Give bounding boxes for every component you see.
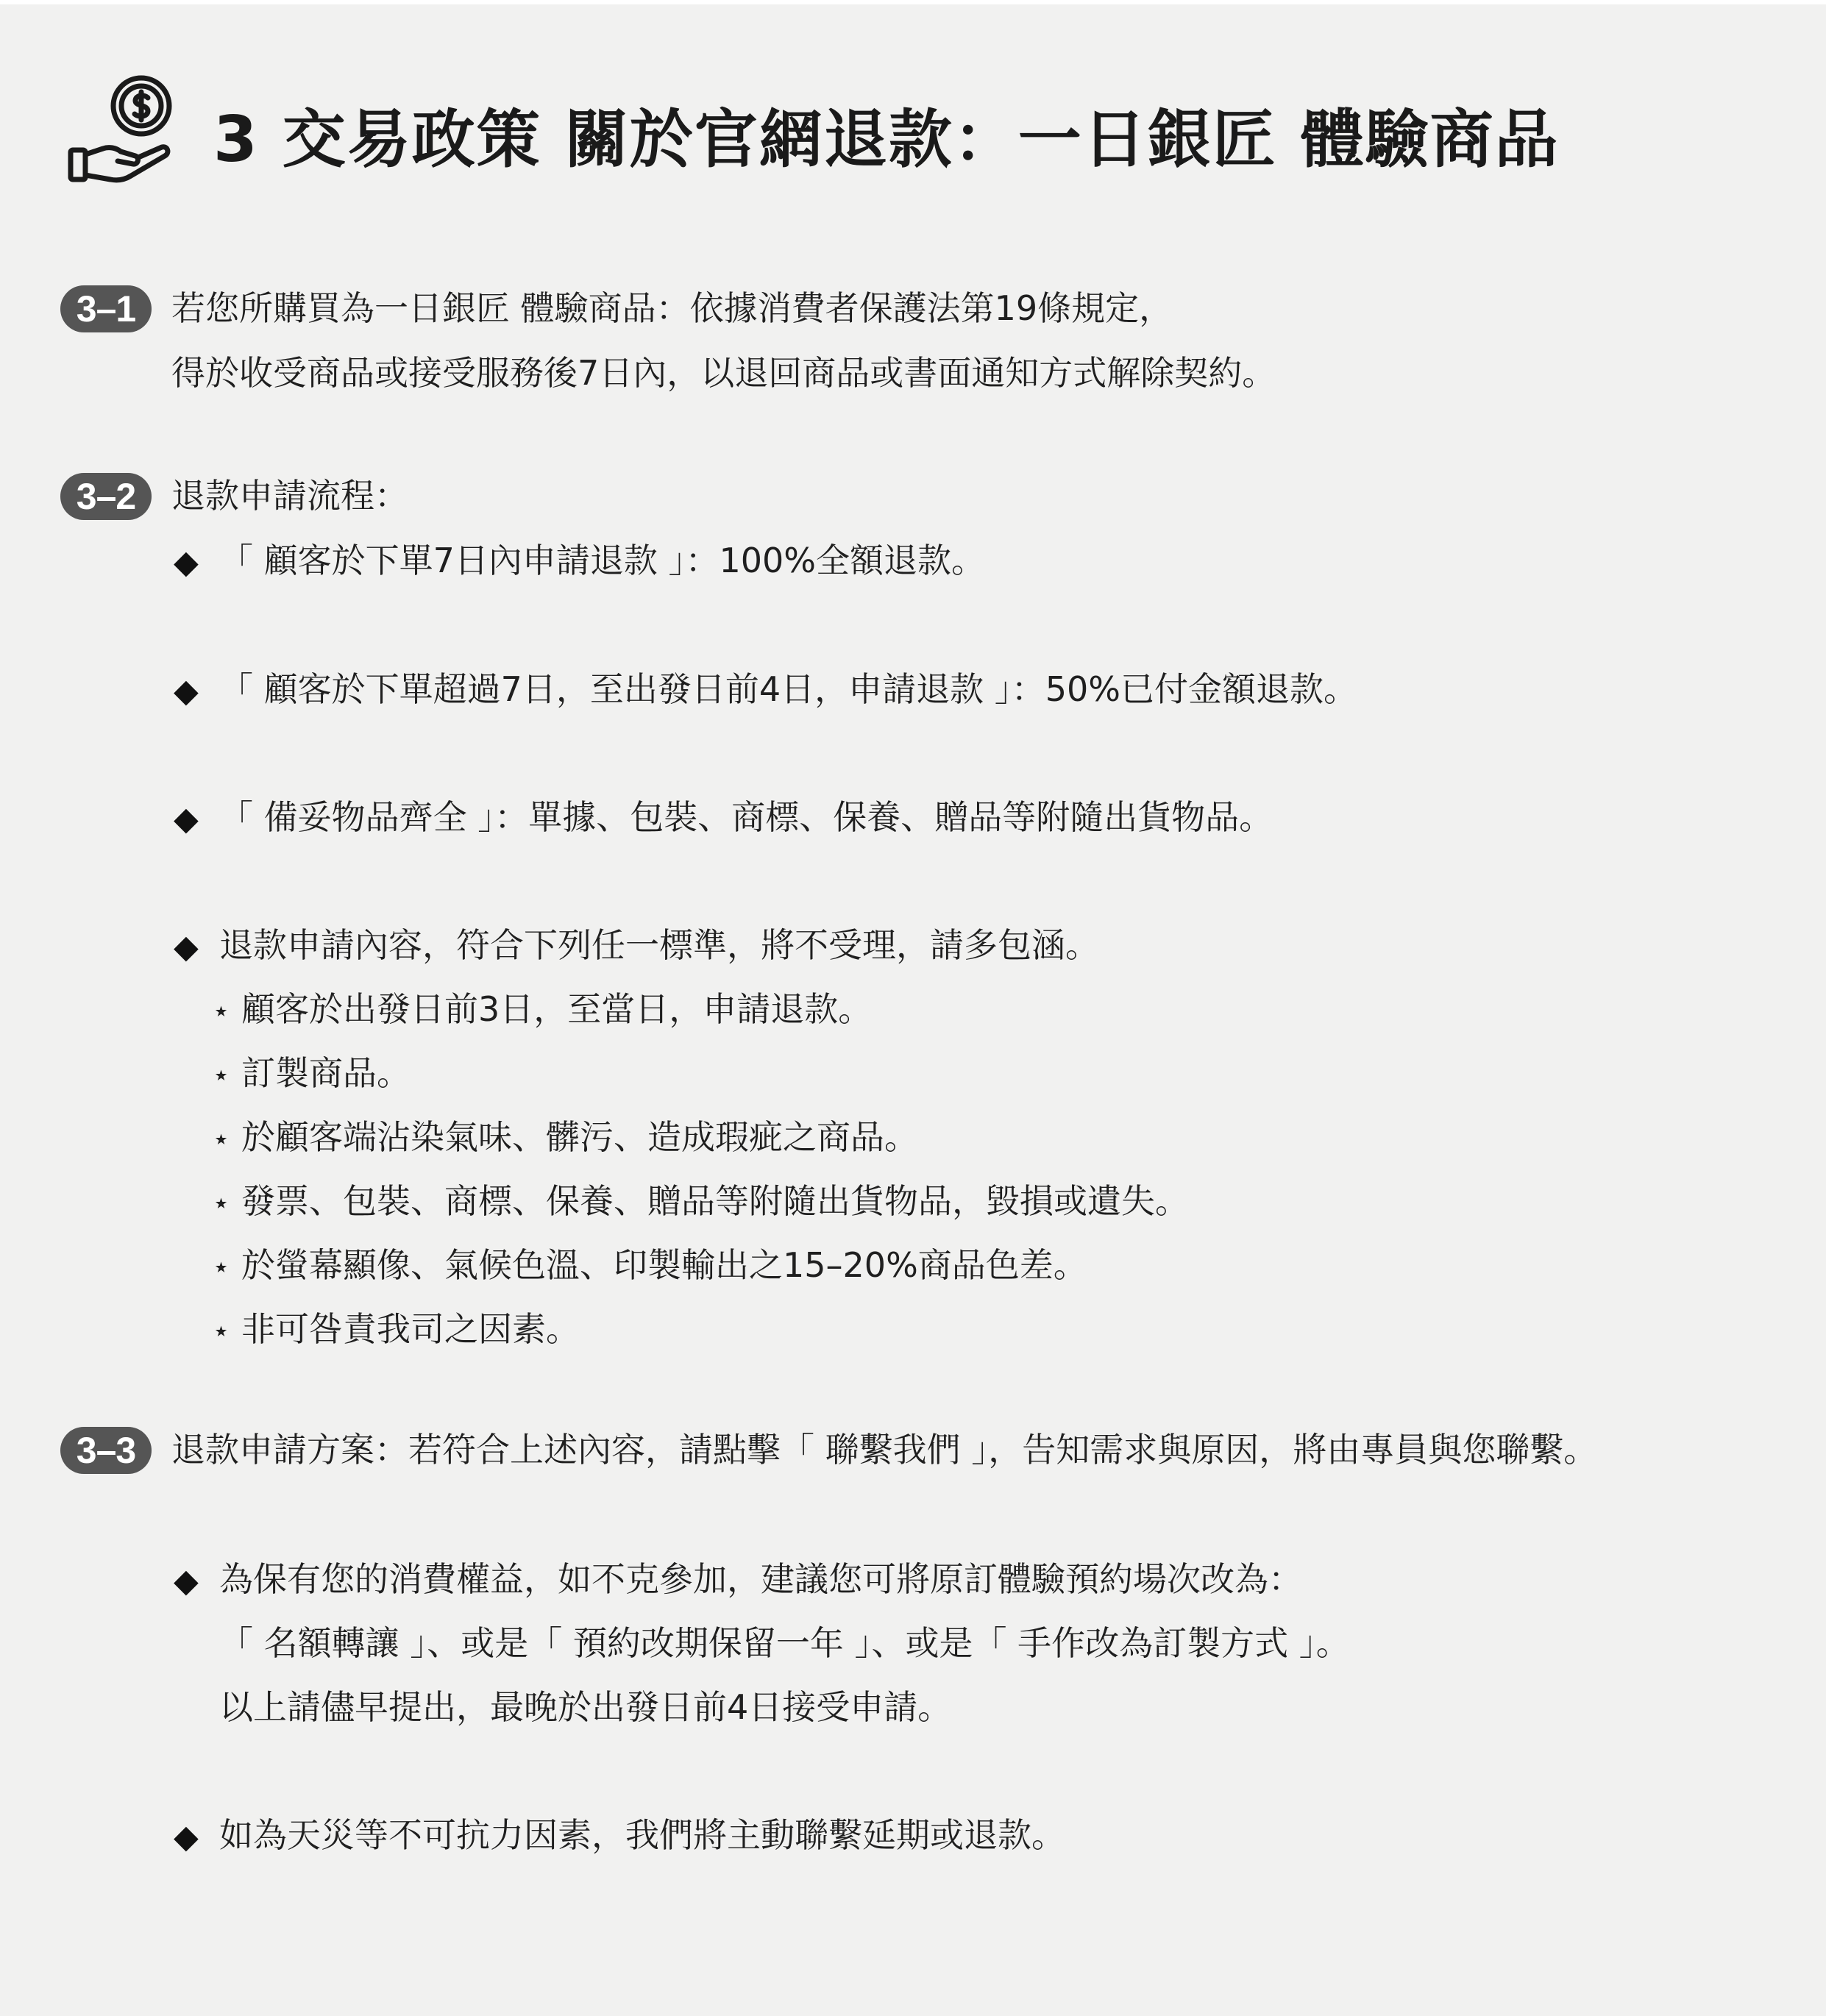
diamond-bullet-icon: ◆ — [174, 544, 199, 581]
section-3-1-line-1: 若您所購買為一日銀匠 體驗商品：依據消費者保護法第19條規定， — [171, 288, 1173, 328]
section-badge-3-3: 3–3 — [60, 1427, 152, 1474]
exclusion-item — [212, 1114, 918, 1163]
star-bullet-icon: ⋆ — [212, 1122, 231, 1156]
star-bullet-icon: ⋆ — [212, 1186, 231, 1220]
section-3-3-heading: 退款申請方案：若符合上述內容，請點擊「 聯繫我們 」，告知需求與原因，將由專員與您聯繫。 — [171, 1430, 1598, 1470]
section-badge-3-2: 3–2 — [60, 473, 152, 520]
exclusion-item-text: 於螢幕顯像、氣候色溫、印製輸出之15–20%商品色差。 — [241, 1245, 1087, 1285]
star-bullet-icon: ⋆ — [212, 994, 231, 1028]
refund-rule-item: 「 顧客於下單超過7日，至出發日前4日，申請退款 」：50%已付金額退款。 — [219, 669, 1358, 709]
section-badge-3-1: 3–1 — [60, 285, 152, 332]
exclusion-item-text: 於顧客端沾染氣味、髒污、造成瑕疵之商品。 — [241, 1117, 918, 1157]
section-3-1-line-2: 得於收受商品或接受服務後7日內，以退回商品或書面通知方式解除契約。 — [171, 353, 1276, 393]
policy-page — [0, 4, 1826, 2016]
diamond-bullet-icon: ◆ — [174, 672, 199, 710]
refund-rule-item: 「 備妥物品齊全 」：單據、包裝、商標、保養、贈品等附隨出貨物品。 — [219, 797, 1273, 837]
star-bullet-icon: ⋆ — [212, 1314, 231, 1348]
section-3-2-heading: 退款申請流程： — [171, 476, 408, 516]
refund-rule-item: 「 顧客於下單7日內申請退款 」：100%全額退款。 — [219, 541, 986, 580]
exclusion-item-text: 非可咎責我司之因素。 — [241, 1309, 580, 1349]
star-bullet-icon: ⋆ — [212, 1250, 231, 1284]
exclusion-item-text: 顧客於出發日前3日，至當日，申請退款。 — [241, 989, 873, 1029]
page-title: 3 交易政策 關於官網退款：一日銀匠 體驗商品 — [213, 103, 1560, 177]
exclusion-item — [212, 1050, 411, 1099]
star-bullet-icon: ⋆ — [212, 1058, 231, 1092]
diamond-bullet-icon: ◆ — [174, 800, 199, 838]
exclusion-item — [212, 1178, 1189, 1227]
money-hand-icon — [65, 72, 182, 190]
diamond-bullet-icon: ◆ — [174, 1562, 199, 1600]
exclusion-item-text: 訂製商品。 — [241, 1053, 411, 1093]
refund-rule-item: 退款申請內容，符合下列任一標準，將不受理，請多包涵。 — [219, 925, 1099, 965]
option-item-line-3: 以上請儘早提出，最晚於出發日前4日接受申請。 — [219, 1687, 952, 1727]
exclusion-item — [212, 1242, 1087, 1291]
exclusion-item-text: 發票、包裝、商標、保養、贈品等附隨出貨物品，毀損或遺失。 — [241, 1181, 1189, 1221]
exclusion-item — [212, 986, 872, 1035]
diamond-bullet-icon: ◆ — [174, 928, 199, 966]
option-item-line-1: 為保有您的消費權益，如不克參加，建議您可將原訂體驗預約場次改為： — [219, 1559, 1302, 1599]
option-item-line-2: 「 名額轉讓 」、或是「 預約改期保留一年 」、或是「 手作改為訂製方式 」。 — [219, 1623, 1350, 1663]
exclusion-item — [212, 1306, 580, 1355]
diamond-bullet-icon: ◆ — [174, 1818, 199, 1856]
force-majeure-item: 如為天災等不可抗力因素，我們將主動聯繫延期或退款。 — [219, 1815, 1065, 1855]
